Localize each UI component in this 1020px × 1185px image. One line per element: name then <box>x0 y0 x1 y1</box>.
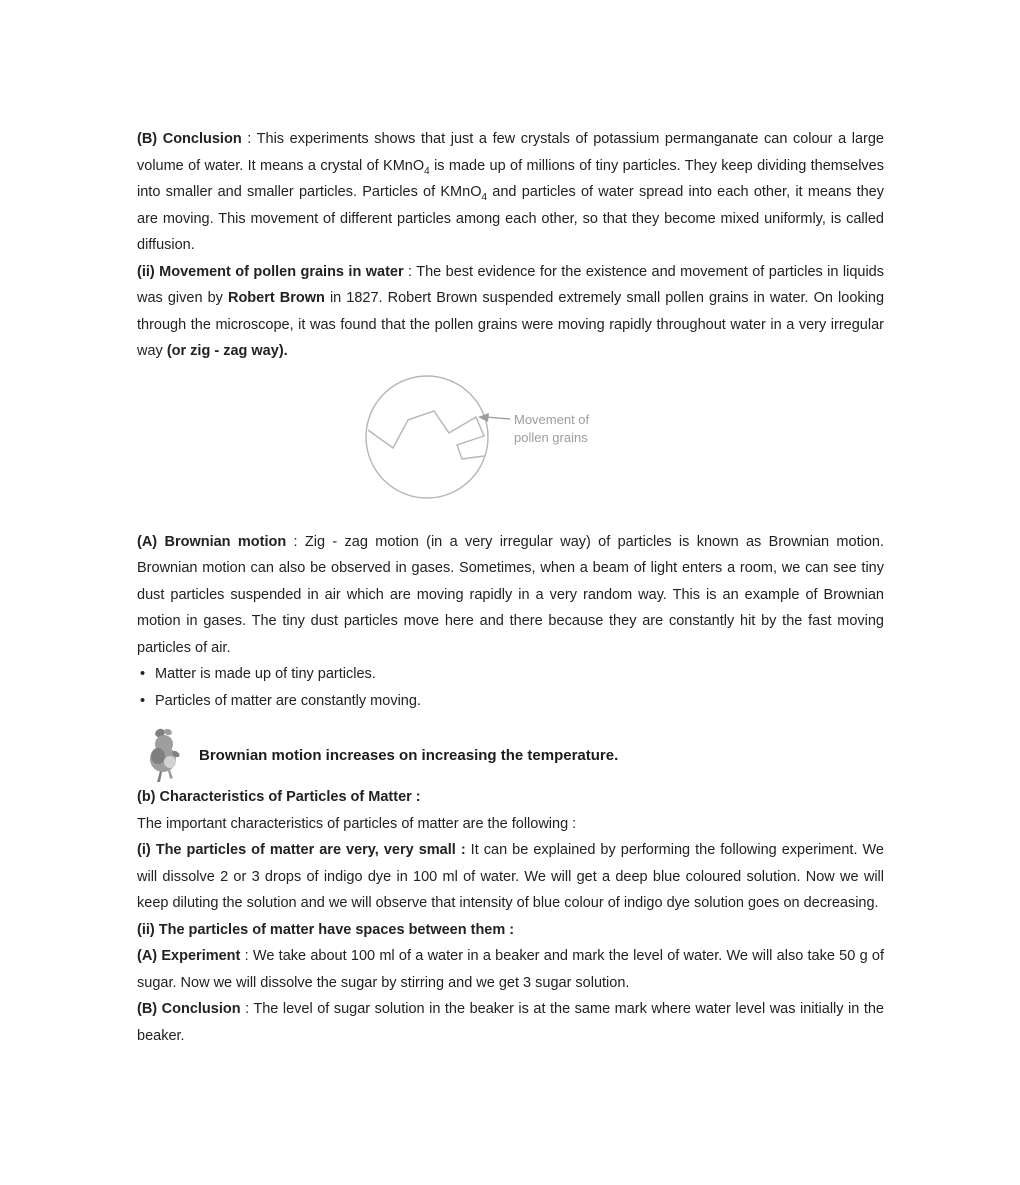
zigzag-path <box>368 411 484 459</box>
page-content <box>137 0 884 1049</box>
list-item <box>137 661 884 688</box>
list-item-text: Matter is made up of tiny particles. <box>155 666 376 682</box>
heading-spaces-between: (ii) The particles of matter have spaces between them : <box>137 921 515 938</box>
paragraph-brownian-motion: (A) Brownian motion : Zig - zag motion (in a very irregular way) of particles is known as Brownian motion. Brownian motion can also be observed in gases. Sometimes, when a beam of light enters a room, we can see tiny dust particles suspended in air which are moving rapidly in a very random way. This is an example of Brownian motion in gases. The tiny dust particles move here and there because they are constantly hit by the fast moving particles of air. <box>137 533 884 656</box>
list-item <box>137 688 884 715</box>
pollen-motion-diagram <box>360 373 610 505</box>
paragraph-conclusion-sugar: (B) Conclusion : The level of sugar solution in the beaker is at the same mark where water level was initially in the beaker. <box>137 1001 884 1044</box>
note-text: Brownian motion increases on increasing the temperature. <box>199 746 619 764</box>
heading-characteristics: (b) Characteristics of Particles of Matter : <box>137 789 421 805</box>
paragraph-particles-small: (i) The particles of matter are very, very small : It can be explained by performing the following experiment. We will dissolve 2 or 3 drops of indigo dye in 100 ml of water. We will get a deep blue coloured solution. Now we will keep diluting the solution and we will observe that intensity of blue colour of indigo dye solution goes on decreasing. <box>137 842 884 911</box>
intro-characteristics: The important characteristics of particles of matter are the following : <box>137 815 577 832</box>
figure-label-line1: Movement of <box>514 411 590 427</box>
microscope-field-circle <box>366 376 488 498</box>
pollen-motion-figure <box>137 373 884 505</box>
note-row <box>137 726 884 784</box>
label-arrow-line <box>486 417 510 419</box>
paragraph-conclusion-diffusion: (B) Conclusion : This experiments shows that just a few crystals of potassium permanganate can colour a large volume of water. It means a crystal of KMnO$_4$ is made up of millions of tiny particles. They keep dividing themselves into smaller and smaller particles. Particles of KMnO$_4$ and particles of water spread into each other, it means they are moving. This movement of different particles among each other, so that they become mixed uniformly, is called diffusion. <box>137 131 884 253</box>
list-item-text: Particles of matter are constantly moving. <box>155 692 421 709</box>
mascot-icon <box>145 726 185 784</box>
figure-label-line2: pollen grains <box>514 429 588 445</box>
bullet-icon: • <box>140 666 146 682</box>
bullet-icon: • <box>140 692 146 709</box>
key-points-list <box>137 661 884 714</box>
paragraph-pollen-grains: (ii) Movement of pollen grains in water : The best evidence for the existence and movement of particles in liquids was given by Robert Brown in 1827. Robert Brown suspended extremely small pollen grains in water. On looking through the microscope, it was found that the pollen grains were moving rapidly throughout water in a very irregular way (or zig - zag way). <box>137 263 885 359</box>
paragraph-experiment: (A) Experiment : We take about 100 ml of a water in a beaker and mark the level of water. We will also take 50 g of sugar. Now we will dissolve the sugar by stirring and we get 3 sugar solution. <box>137 948 884 991</box>
